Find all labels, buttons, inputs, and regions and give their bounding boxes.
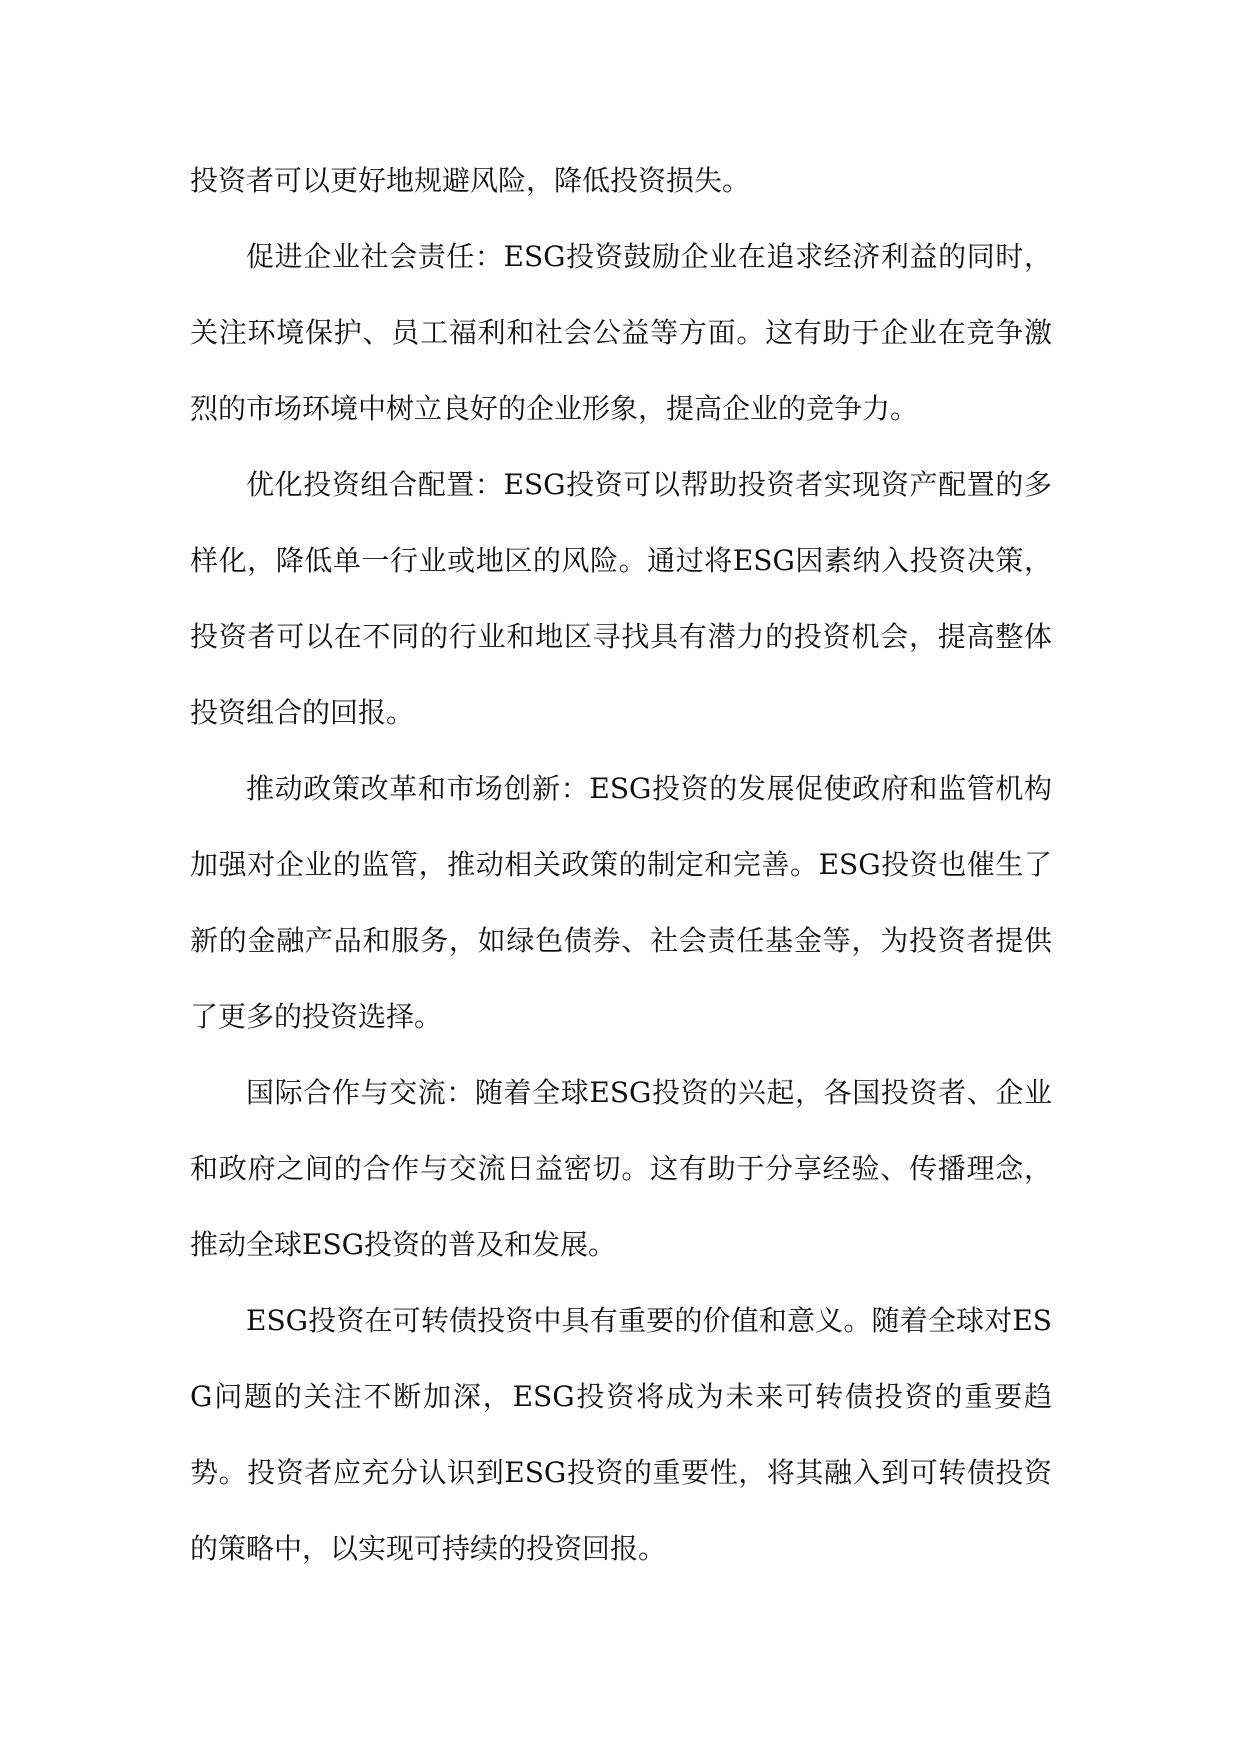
- document-body: [190, 143, 1052, 1587]
- paragraph-policy-market-innovation: 推动政策改革和市场创新：ESG投资的发展促使政府和监管机构加强对企业的监管，推动相关政策的制定和完善。ESG投资也催生了新的金融产品和服务，如绿色债券、社会责任基金等，为投资者提供了更多的投资选择。: [190, 772, 1052, 1033]
- paragraph-continuation: 投资者可以更好地规避风险，降低投资损失。: [190, 164, 751, 197]
- paragraph-international-cooperation: 国际合作与交流：随着全球ESG投资的兴起，各国投资者、企业和政府之间的合作与交流日益密切。这有助于分享经验、传播理念，推动全球ESG投资的普及和发展。: [190, 1076, 1052, 1261]
- paragraph-corporate-social-responsibility: 促进企业社会责任：ESG投资鼓励企业在追求经济利益的同时，关注环境保护、员工福利和社会公益等方面。这有助于企业在竞争激烈的市场环境中树立良好的企业形象，提高企业的竞争力。: [190, 240, 1052, 425]
- paragraph-portfolio-allocation: 优化投资组合配置：ESG投资可以帮助投资者实现资产配置的多样化，降低单一行业或地区的风险。通过将ESG因素纳入投资决策，投资者可以在不同的行业和地区寻找具有潜力的投资机会，提高整体投资组合的回报。: [190, 468, 1052, 729]
- paragraph-conclusion: ESG投资在可转债投资中具有重要的价值和意义。随着全球对ESG问题的关注不断加深，ESG投资将成为未来可转债投资的重要趋势。投资者应充分认识到ESG投资的重要性，将其融入到可转债投资的策略中，以实现可持续的投资回报。: [190, 1304, 1052, 1565]
